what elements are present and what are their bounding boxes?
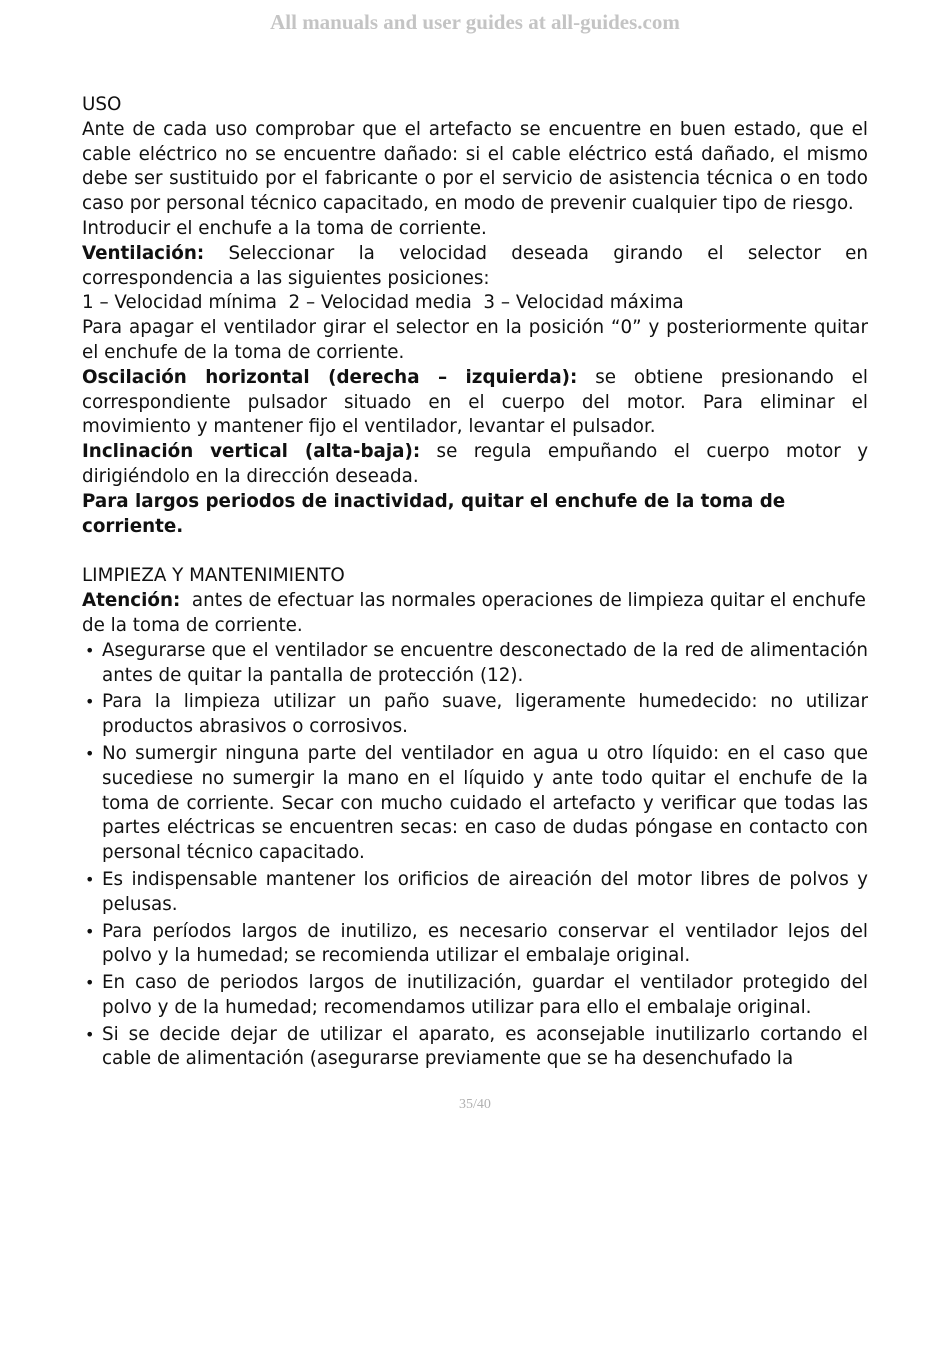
paragraph-oscillation (82, 366, 868, 440)
bullet-icon: • (85, 973, 95, 993)
bullet-icon: • (85, 640, 95, 660)
maintenance-list (82, 639, 868, 1073)
bullet-icon: • (85, 921, 95, 941)
list-item (82, 1023, 868, 1073)
ventilation-label: Ventilación: (82, 242, 205, 264)
list-item (82, 639, 868, 689)
section-heading-limpieza: LIMPIEZA Y MANTENIMIENTO (82, 565, 345, 587)
paragraph-plug-in: Introducir el enchufe a la toma de corriente. (82, 217, 487, 239)
paragraph-check-device: Ante de cada uso comprobar que el artefacto se encuentre en buen estado, que el cable eléctrico no se encuentre dañado: si el cable eléctrico está dañado, el mismo debe ser sustituido por el fabricante o por el servicio de asistencia técnica o en todo caso por personal técnico capacitado, en modo de prevenir cualquier tipo de riesgo. (82, 118, 868, 215)
list-item-text: En caso de periodos largos de inutilización, guardar el ventilador protegido del polvo y de la humedad; recomendamos utilizar para ello el embalaje original. (102, 972, 868, 1018)
list-item (82, 971, 868, 1021)
attention-text: antes de efectuar las normales operaciones de limpieza quitar el enchufe de la toma de corriente. (82, 590, 872, 636)
document-body (82, 93, 872, 1074)
paragraph-inclination (82, 440, 868, 490)
oscillation-text: se obtiene presionando el correspondiente pulsador situado en el cuerpo del motor. Para eliminar el movimiento y mantener fijo el ventilador, levantar el pulsador. (82, 366, 868, 438)
list-item-text: Es indispensable mantener los orificios de aireación del motor libres de polvos y pelusas. (102, 868, 868, 915)
bullet-icon: • (85, 692, 95, 712)
watermark: All manuals and user guides at all-guides.com (270, 10, 680, 34)
bullet-icon: • (85, 1024, 95, 1044)
paragraph-turn-off: Para apagar el ventilador girar el selector en la posición “0” y posteriormente quitar el enchufe de la toma de corriente. (82, 317, 868, 363)
list-item (82, 920, 868, 970)
list-item-text: Asegurarse que el ventilador se encuentre desconectado de la red de alimentación antes de quitar la pantalla de protección (12). (102, 639, 868, 686)
list-item (82, 868, 868, 918)
page-number: 35/40 (459, 1097, 491, 1112)
paragraph-attention (82, 589, 872, 639)
ventilation-text: Seleccionar la velocidad deseada girando el selector en correspondencia a las siguientes posiciones: (82, 242, 868, 289)
oscillation-label: Oscilación horizontal (derecha – izquierda): (82, 366, 578, 388)
paragraph-speeds: 1 – Velocidad mínima 2 – Velocidad media 3 – Velocidad máxima (82, 292, 684, 314)
list-item (82, 690, 868, 740)
inclination-label: Inclinación vertical (alta-baja): (82, 441, 421, 463)
list-item-text: No sumergir ninguna parte del ventilador en agua u otro líquido: en el caso que sucediese no sumergir la mano en el líquido y ante todo quitar el enchufe de la toma de corriente. Secar con mucho cuidado el artefacto y verificar que todas las partes eléctricas se encuentren secas: en caso de dudas póngase en contacto con personal técnico capacitado. (102, 742, 868, 864)
paragraph-warning (82, 490, 868, 540)
list-item-text: Si se decide dejar de utilizar el aparato, es aconsejable inutilizarlo cortando el cable de alimentación (asegurarse previamente que se ha desenchufado la (102, 1023, 868, 1070)
bullet-icon: • (85, 743, 95, 763)
bullet-icon: • (85, 869, 95, 889)
paragraph-ventilation (82, 242, 868, 292)
list-item-text: Para la limpieza utilizar un paño suave, ligeramente humedecido: no utilizar productos abrasivos o corrosivos. (102, 691, 868, 738)
list-item (82, 742, 868, 866)
warning-text: Para largos periodos de inactividad, quitar el enchufe de la toma de corriente. (82, 490, 786, 537)
section-heading-uso: USO (82, 94, 122, 115)
list-item-text: Para períodos largos de inutilizo, es necesario conservar el ventilador lejos del polvo y la humedad; se recomienda utilizar el embalaje original. (102, 920, 868, 967)
inclination-text: se regula empuñando el cuerpo motor y dirigiéndolo en la dirección deseada. (82, 441, 869, 487)
attention-label: Atención: (82, 590, 181, 612)
